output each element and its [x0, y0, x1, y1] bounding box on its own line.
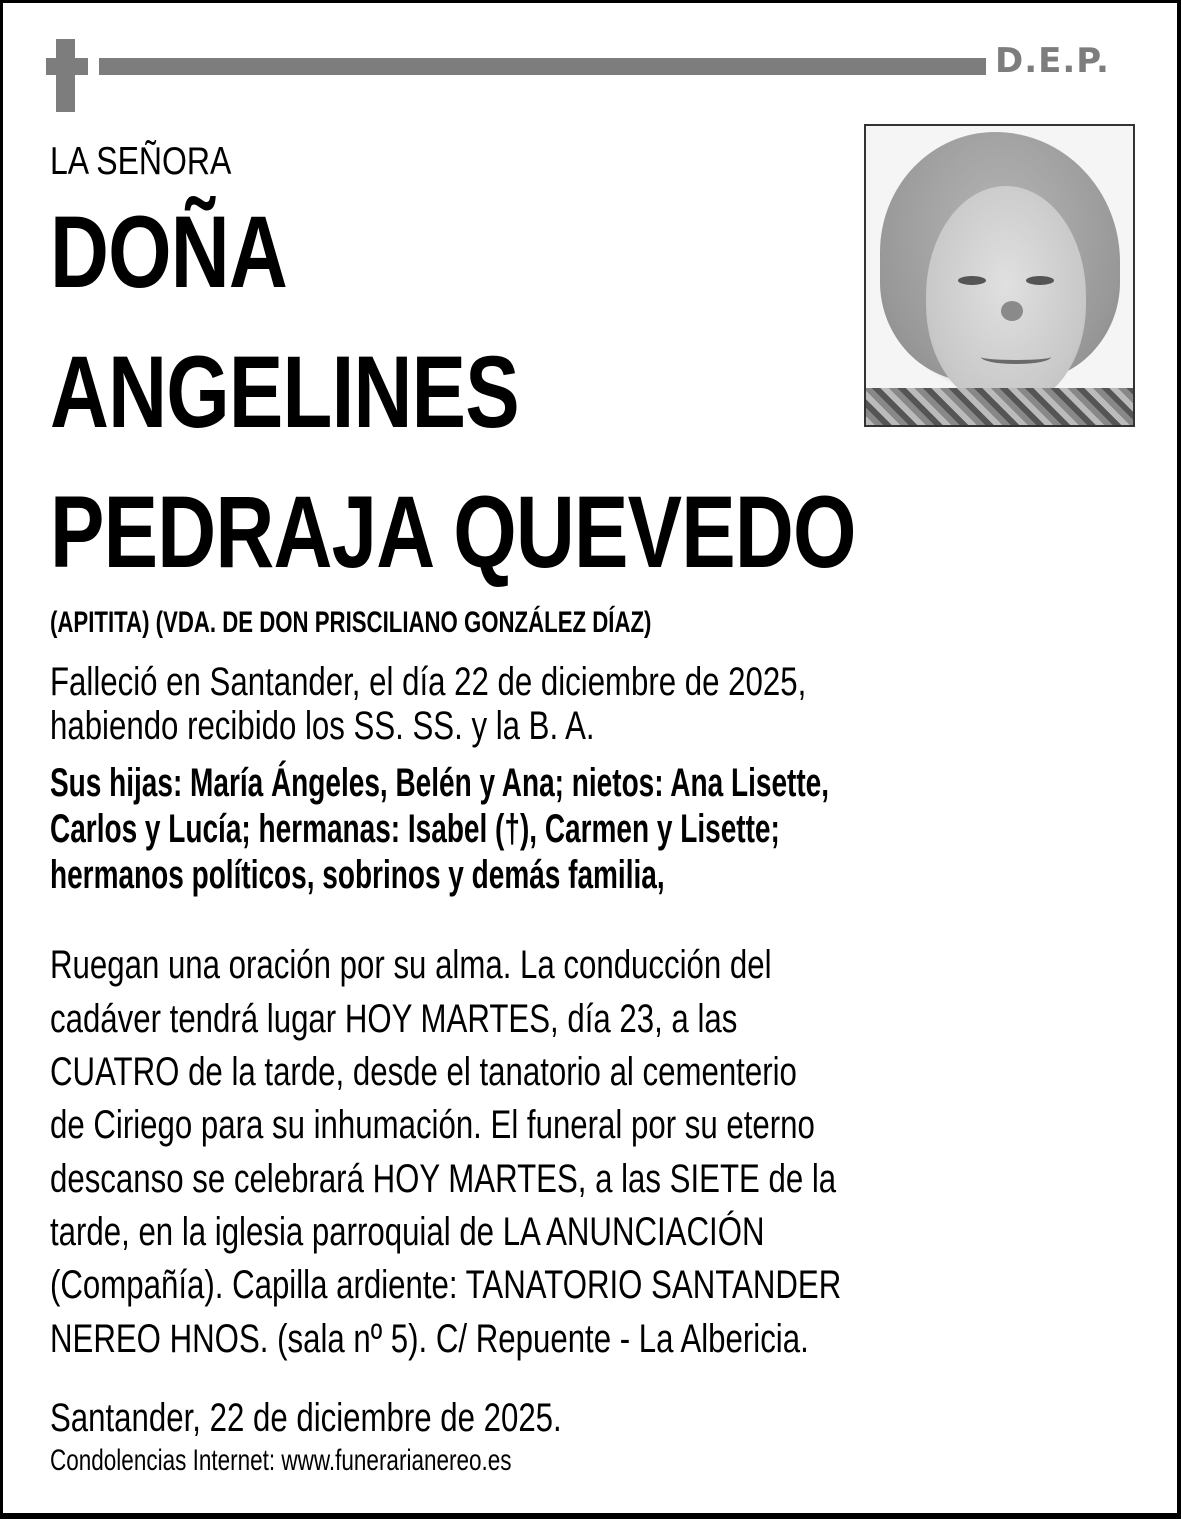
- photo-nose: [1001, 301, 1023, 321]
- name-line: DOÑA: [50, 195, 288, 309]
- family-line: Carlos y Lucía; hermanas: Isabel (†), Carmen y Lisette;: [50, 807, 780, 851]
- service-line: cadáver tendrá lugar HOY MARTES, día 23, a las: [50, 997, 738, 1041]
- condolences-link[interactable]: Condolencias Internet: www.funerarianereo.es: [50, 1444, 512, 1477]
- name-line: ANGELINES: [50, 335, 519, 449]
- photo-eye: [958, 276, 986, 285]
- portrait-photo: [864, 124, 1135, 427]
- alias-line: (APITITA) (VDA. DE DON PRISCILIANO GONZÁLEZ DÍAZ): [50, 606, 652, 639]
- service-line: CUATRO de la tarde, desde el tanatorio al cementerio: [50, 1050, 797, 1094]
- name-line: PEDRAJA QUEVEDO: [50, 475, 856, 589]
- photo-face: [926, 186, 1086, 406]
- service-line: (Compañía). Capilla ardiente: TANATORIO SANTANDER: [50, 1263, 842, 1307]
- photo-eye: [1026, 276, 1054, 285]
- place-date: Santander, 22 de diciembre de 2025.: [50, 1396, 562, 1440]
- service-line: descanso se celebrará HOY MARTES, a las SIETE de la: [50, 1157, 837, 1201]
- intro-label: LA SEÑORA: [50, 140, 232, 183]
- dep-label: D.E.P.: [995, 41, 1110, 81]
- family-line: Sus hijas: María Ángeles, Belén y Ana; nietos: Ana Lisette,: [50, 761, 830, 805]
- service-line: NEREO HNOS. (sala nº 5). C/ Repuente - La Albericia.: [50, 1317, 809, 1361]
- photo-scarf: [866, 388, 1135, 427]
- cross-icon: [56, 39, 75, 112]
- family-line: hermanos políticos, sobrinos y demás familia,: [50, 853, 665, 897]
- death-notice-line: Falleció en Santander, el día 22 de diciembre de 2025,: [50, 660, 807, 704]
- service-line: de Ciriego para su inhumación. El funeral por su eterno: [50, 1103, 815, 1147]
- header-rule: [99, 58, 986, 75]
- photo-mouth: [981, 350, 1051, 364]
- service-line: tarde, en la iglesia parroquial de LA ANUNCIACIÓN: [50, 1210, 765, 1254]
- service-line: Ruegan una oración por su alma. La conducción del: [50, 943, 772, 987]
- cross-icon-arm: [46, 58, 88, 75]
- death-notice-line: habiendo recibido los SS. SS. y la B. A.: [50, 704, 595, 748]
